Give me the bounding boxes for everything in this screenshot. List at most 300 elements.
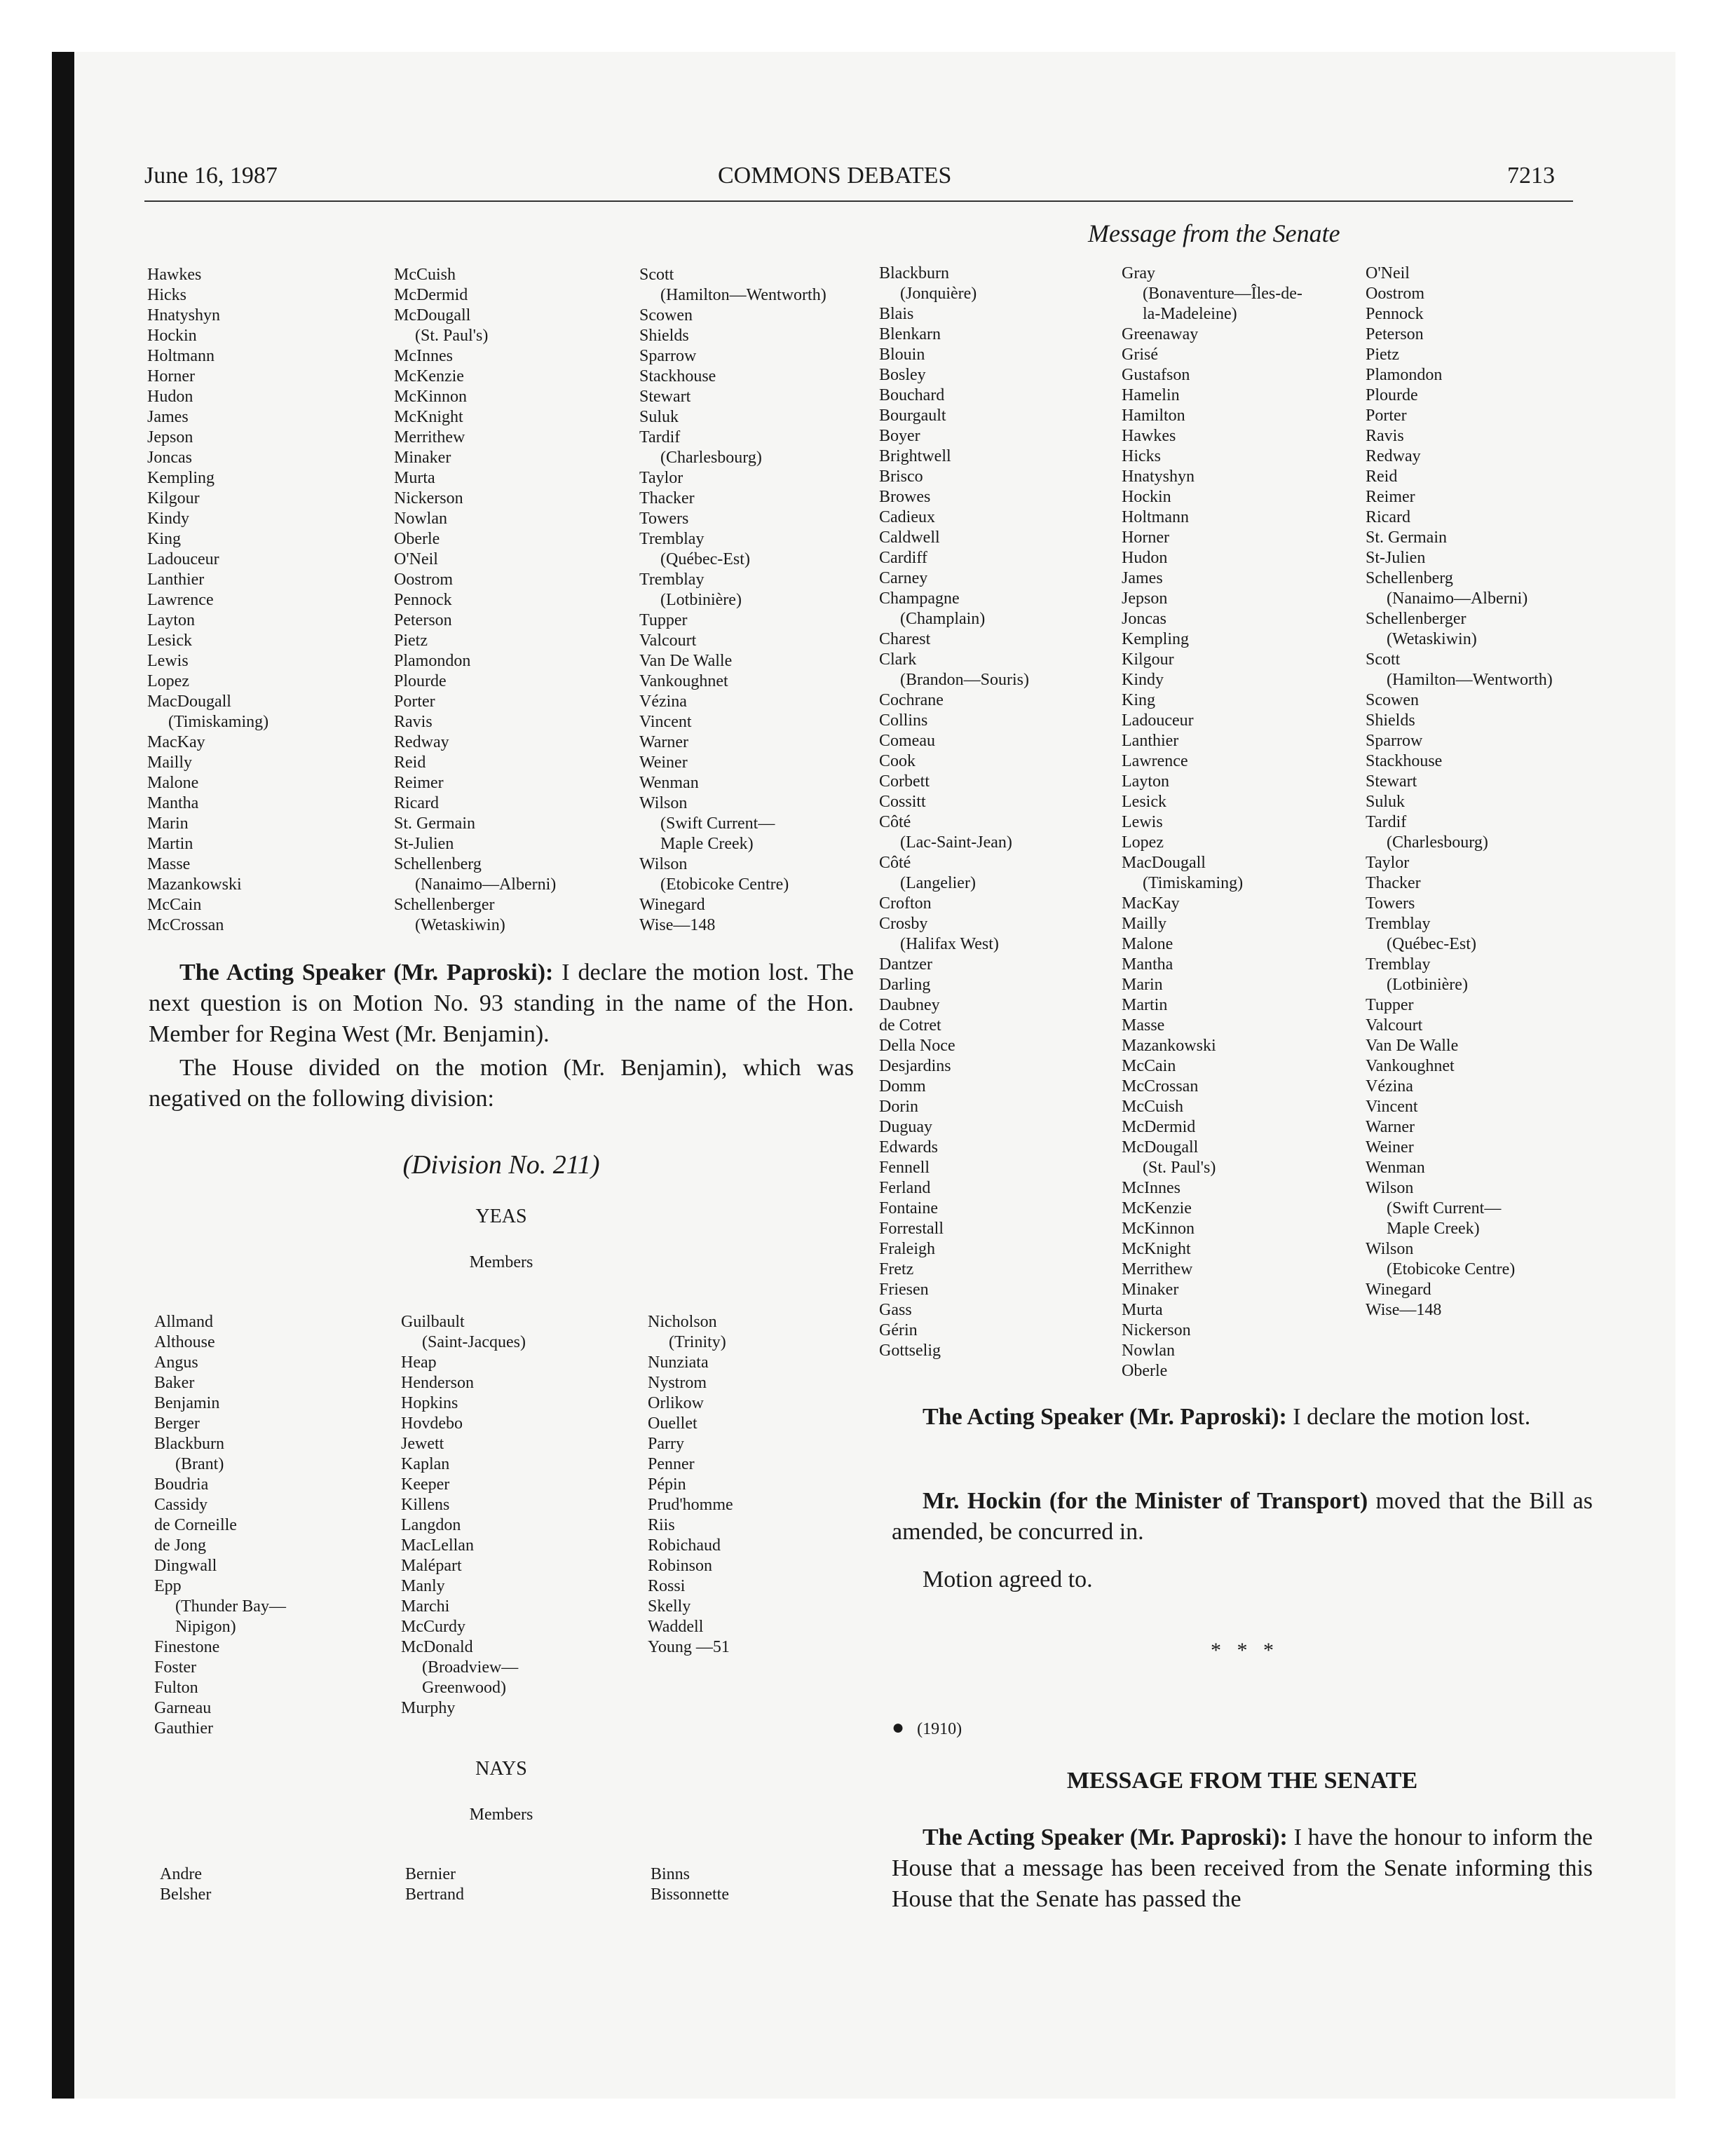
member-name: Heap [401, 1353, 437, 1372]
member-name: McCain [147, 896, 202, 914]
member-name: Andre [160, 1865, 202, 1883]
member-name: Shields [639, 327, 689, 345]
member-name: Lawrence [147, 591, 214, 609]
member-name: Hnatyshyn [1122, 468, 1195, 486]
member-name: Layton [147, 611, 195, 629]
member-name: Lewis [147, 652, 189, 670]
member-name: Towers [1366, 894, 1415, 913]
member-name: McInnes [394, 347, 453, 365]
member-name: Plamondon [1366, 366, 1443, 384]
member-name: Browes [879, 488, 931, 506]
member-name: Bernier [405, 1865, 456, 1883]
member-name: Della Noce [879, 1037, 955, 1055]
member-name: (Nanaimo—Alberni) [415, 875, 557, 894]
member-name: Minaker [394, 449, 451, 467]
member-name: Mailly [1122, 915, 1166, 933]
member-name: Brisco [879, 468, 923, 486]
member-name: Wenman [639, 774, 699, 792]
member-name: (Hamilton—Wentworth) [1387, 671, 1553, 689]
time-marker [892, 1716, 962, 1740]
member-name: Suluk [639, 408, 679, 426]
member-name: (Halifax West) [900, 935, 999, 953]
member-name: Ricard [1366, 508, 1410, 526]
member-name: Kindy [147, 510, 189, 528]
member-name: Caldwell [879, 528, 940, 547]
member-name: Garneau [154, 1699, 212, 1717]
member-name: O'Neil [1366, 264, 1410, 282]
member-name: Plourde [1366, 386, 1418, 404]
nays-list-column-3 [1366, 264, 1553, 1321]
member-name: (Trinity) [669, 1333, 726, 1351]
member-name: Greenwood) [422, 1679, 506, 1697]
member-name: Lopez [1122, 833, 1164, 852]
member-name: (Swift Current— [1387, 1199, 1502, 1217]
speaker-text: I have the honour to inform the House that a message has been received from the Senate informing this House that the Senate has passed the [892, 1824, 1593, 1912]
member-name: Tremblay [1366, 915, 1431, 933]
member-name: Redway [394, 733, 449, 751]
member-name: Manly [401, 1577, 445, 1595]
member-name: Thacker [1366, 874, 1421, 892]
member-name: Stackhouse [1366, 752, 1443, 770]
division-paragraph [149, 1053, 854, 1114]
member-name: Cochrane [879, 691, 944, 709]
member-name: Mr. Hockin (for the Minister of Transport) [923, 1488, 1368, 1514]
member-name: Bosley [879, 366, 926, 384]
yeas-list-column-1 [147, 265, 268, 936]
member-name: (Jonquière) [900, 285, 977, 303]
member-name: Vézina [1366, 1077, 1413, 1096]
header-page-number: 7213 [1507, 163, 1555, 189]
yeas-division-column-2 [401, 1312, 526, 1719]
member-name: Binns [651, 1865, 690, 1883]
member-name: (Thunder Bay— [175, 1597, 286, 1616]
member-name: (Wetaskiwin) [1387, 630, 1477, 648]
member-name: Lopez [147, 672, 189, 690]
member-name: Oostrom [394, 571, 453, 589]
member-name: Malone [1122, 935, 1173, 953]
member-name: Wilson [1366, 1240, 1414, 1258]
member-name: Carney [879, 569, 928, 587]
member-name: Young —51 [648, 1638, 730, 1656]
member-name: St. Germain [1366, 528, 1447, 547]
member-name: (Nanaimo—Alberni) [1387, 589, 1528, 608]
member-name: Foster [154, 1658, 196, 1677]
member-name: Martin [1122, 996, 1168, 1014]
member-name: de Corneille [154, 1516, 237, 1534]
member-name: Kilgour [1122, 650, 1174, 669]
member-name: (Charlesbourg) [660, 449, 762, 467]
member-name: Murta [394, 469, 435, 487]
member-name: Plamondon [394, 652, 471, 670]
speaker-text: I declare the motion lost. The next question is on Motion No. 93 standing in the name of the Hon. Member for Regina West (Mr. Benjamin). [149, 960, 854, 1047]
member-name: Tremblay [639, 530, 705, 548]
member-name: Riis [648, 1516, 675, 1534]
member-name: Blenkarn [879, 325, 941, 343]
member-name: (Québec-Est) [660, 550, 750, 568]
member-name: (Etobicoke Centre) [660, 875, 789, 894]
member-name: Holtmann [1122, 508, 1189, 526]
member-name: McDougall [1122, 1138, 1199, 1157]
member-name: Baker [154, 1374, 195, 1392]
member-name: Rossi [648, 1577, 686, 1595]
member-name: (Champlain) [900, 610, 986, 628]
member-name: Van De Walle [639, 652, 733, 670]
member-name: Hopkins [401, 1394, 458, 1412]
member-name: Bissonnette [651, 1885, 729, 1904]
member-name: Hudon [1122, 549, 1168, 567]
member-name: Joncas [147, 449, 192, 467]
member-name: Pennock [394, 591, 452, 609]
member-name: Pennock [1366, 305, 1424, 323]
member-name: Brightwell [879, 447, 951, 465]
member-name: Parry [648, 1435, 684, 1453]
member-name: McCuish [1122, 1098, 1184, 1116]
member-name: Blackburn [879, 264, 949, 282]
member-name: Friesen [879, 1281, 929, 1299]
member-name: Bertrand [405, 1885, 464, 1904]
member-name: (Etobicoke Centre) [1387, 1260, 1516, 1278]
section-break-asterisks: * * * [1211, 1639, 1274, 1662]
member-name: Cardiff [879, 549, 927, 567]
nays-list-column-2 [1122, 264, 1302, 1381]
yeas-list-column-3 [639, 265, 826, 936]
member-name: Holtmann [147, 347, 215, 365]
member-name: Wise—148 [639, 916, 716, 934]
motion-agreed-text: Motion agreed to. [923, 1567, 1093, 1592]
speaker-declaration-1 [149, 957, 854, 1050]
member-name: McKnight [394, 408, 463, 426]
division-text: The House divided on the motion (Mr. Benjamin), which was negatived on the following division: [149, 1055, 854, 1112]
division-title: (Division No. 211) [402, 1150, 600, 1180]
member-name: Weiner [1366, 1138, 1414, 1157]
member-name: McInnes [1122, 1179, 1181, 1197]
member-name: Porter [394, 692, 435, 711]
member-name: Gauthier [154, 1719, 213, 1738]
member-name: MacDougall [1122, 854, 1206, 872]
member-name: Hamelin [1122, 386, 1180, 404]
member-name: Robichaud [648, 1536, 721, 1555]
member-name: Angus [154, 1353, 198, 1372]
member-name: Gray [1122, 264, 1155, 282]
member-name: Domm [879, 1077, 926, 1096]
member-name: (Bonaventure—Îles-de- [1143, 285, 1302, 303]
member-name: Lesick [1122, 793, 1166, 811]
member-name: King [1122, 691, 1155, 709]
member-name: Tardif [1366, 813, 1407, 831]
member-name: Reid [394, 753, 426, 772]
member-name: de Cotret [879, 1016, 941, 1035]
member-name: (Saint-Jacques) [422, 1333, 526, 1351]
member-name: Orlikow [648, 1394, 704, 1412]
member-name: Lanthier [1122, 732, 1179, 750]
member-name: Vincent [1366, 1098, 1418, 1116]
member-name: Wilson [1366, 1179, 1414, 1197]
member-name: Masse [1122, 1016, 1165, 1035]
member-name: Horner [147, 367, 195, 386]
member-name: Scowen [639, 306, 693, 325]
member-name: (Lotbinière) [1387, 976, 1468, 994]
member-name: Taylor [1366, 854, 1410, 872]
scan-edge [52, 52, 74, 2099]
member-name: St-Julien [394, 835, 454, 853]
member-name: Vankoughnet [639, 672, 728, 690]
member-name: Berger [154, 1414, 200, 1433]
member-name: Nowlan [394, 510, 447, 528]
member-name: Hicks [147, 286, 186, 304]
member-name: McCurdy [401, 1618, 465, 1636]
member-name: Tupper [1366, 996, 1414, 1014]
member-name: Allmand [154, 1313, 213, 1331]
member-name: Althouse [154, 1333, 215, 1351]
member-name: Maple Creek) [660, 835, 754, 853]
member-name: McCrossan [147, 916, 224, 934]
member-name: Gérin [879, 1321, 918, 1339]
member-name: Hockin [147, 327, 197, 345]
member-name: McDermid [394, 286, 468, 304]
member-name: Mazankowski [147, 875, 242, 894]
member-name: McKenzie [1122, 1199, 1192, 1217]
member-name: Nystrom [648, 1374, 707, 1392]
member-name: Greenaway [1122, 325, 1199, 343]
member-name: Reimer [1366, 488, 1415, 506]
member-name: Hovdebo [401, 1414, 463, 1433]
member-name: Stackhouse [639, 367, 716, 386]
member-name: Cook [879, 752, 916, 770]
member-name: Boyer [879, 427, 920, 445]
member-name: (Timiskaming) [168, 713, 269, 731]
member-name: Bourgault [879, 407, 946, 425]
member-name: Côté [879, 813, 911, 831]
member-name: Ravis [394, 713, 433, 731]
member-name: Suluk [1366, 793, 1406, 811]
nays-column-1 [160, 1864, 211, 1905]
yeas-division-column-3 [648, 1312, 733, 1658]
member-name: MacLellan [401, 1536, 474, 1555]
member-name: Redway [1366, 447, 1421, 465]
member-name: Fontaine [879, 1199, 938, 1217]
running-head: Message from the Senate [1088, 219, 1340, 247]
member-name: Pietz [1366, 346, 1399, 364]
member-name: Nickerson [1122, 1321, 1191, 1339]
member-name: Reid [1366, 468, 1398, 486]
member-name: Oberle [394, 530, 440, 548]
member-name: Horner [1122, 528, 1169, 547]
member-name: Corbett [879, 772, 930, 791]
member-name: MacKay [1122, 894, 1180, 913]
member-name: Porter [1366, 407, 1407, 425]
member-name: Winegard [1366, 1281, 1431, 1299]
member-name: James [1122, 569, 1163, 587]
motion-text: moved that the Bill as amended, be concurred in. [892, 1488, 1593, 1545]
member-name: Jewett [401, 1435, 444, 1453]
member-name: Marin [1122, 976, 1163, 994]
member-name: (Swift Current— [660, 814, 775, 833]
member-name: Plourde [394, 672, 447, 690]
member-name: Hnatyshyn [147, 306, 220, 325]
member-name: Fraleigh [879, 1240, 935, 1258]
speaker-declaration-2 [892, 1402, 1593, 1433]
member-name: MacDougall [147, 692, 231, 711]
member-name: Oostrom [1366, 285, 1424, 303]
member-name: Nipigon) [175, 1618, 236, 1636]
member-name: Crosby [879, 915, 928, 933]
member-name: Kilgour [147, 489, 200, 507]
member-name: Wilson [639, 855, 688, 873]
member-name: Gass [879, 1301, 912, 1319]
member-name: Schellenberg [394, 855, 482, 873]
member-name: Henderson [401, 1374, 474, 1392]
member-name: McKnight [1122, 1240, 1191, 1258]
member-name: Mantha [147, 794, 199, 812]
speaker-name: The Acting Speaker (Mr. Paproski): [179, 960, 554, 985]
member-name: O'Neil [394, 550, 438, 568]
member-name: Bouchard [879, 386, 945, 404]
member-name: Duguay [879, 1118, 932, 1136]
member-name: McCain [1122, 1057, 1176, 1075]
member-name: Fulton [154, 1679, 198, 1697]
member-name: McKenzie [394, 367, 464, 386]
member-name: la-Madeleine) [1143, 305, 1237, 323]
speaker-name: The Acting Speaker (Mr. Paproski): [923, 1404, 1287, 1430]
member-name: (Lac-Saint-Jean) [900, 833, 1012, 852]
member-name: Pépin [648, 1475, 686, 1494]
member-name: Kaplan [401, 1455, 450, 1473]
member-name: Valcourt [639, 632, 697, 650]
member-name: Tremblay [1366, 955, 1431, 974]
member-name: Nickerson [394, 489, 463, 507]
member-name: Malone [147, 774, 199, 792]
member-name: McDonald [401, 1638, 473, 1656]
speaker-name: The Acting Speaker (Mr. Paproski): [923, 1824, 1288, 1850]
member-name: Ravis [1366, 427, 1404, 445]
member-name: (Brant) [175, 1455, 224, 1473]
member-name: (Charlesbourg) [1387, 833, 1488, 852]
nays-members-label: Members [469, 1806, 533, 1824]
member-name: Layton [1122, 772, 1169, 791]
member-name: Desjardins [879, 1057, 951, 1075]
member-name: Comeau [879, 732, 935, 750]
member-name: Tremblay [639, 571, 705, 589]
member-name: Wenman [1366, 1159, 1425, 1177]
member-name: Pietz [394, 632, 428, 650]
member-name: James [147, 408, 189, 426]
member-name: Fennell [879, 1159, 930, 1177]
time-marker-text: (1910) [917, 1720, 962, 1738]
member-name: Weiner [639, 753, 688, 772]
member-name: Van De Walle [1366, 1037, 1459, 1055]
member-name: Benjamin [154, 1394, 220, 1412]
member-name: King [147, 530, 181, 548]
member-name: Penner [648, 1455, 695, 1473]
nays-list-column-1 [879, 264, 1029, 1361]
header-rule [144, 200, 1573, 202]
nays-column-3 [651, 1864, 729, 1905]
member-name: Gustafson [1122, 366, 1190, 384]
member-name: Masse [147, 855, 191, 873]
member-name: Murphy [401, 1699, 456, 1717]
member-name: Killens [401, 1496, 450, 1514]
member-name: Collins [879, 711, 928, 730]
member-name: Merrithew [1122, 1260, 1193, 1278]
member-name: Ricard [394, 794, 439, 812]
member-name: Darling [879, 976, 931, 994]
member-name: Malépart [401, 1557, 462, 1575]
member-name: Vankoughnet [1366, 1057, 1455, 1075]
member-name: Wise—148 [1366, 1301, 1442, 1319]
member-name: Charest [879, 630, 931, 648]
member-name: Ladouceur [147, 550, 219, 568]
member-name: Blackburn [154, 1435, 224, 1453]
member-name: Murta [1122, 1301, 1163, 1319]
member-name: McKinnon [394, 388, 467, 406]
member-name: Stewart [1366, 772, 1417, 791]
member-name: McCrossan [1122, 1077, 1199, 1096]
member-name: Dantzer [879, 955, 932, 974]
motion-agreed [892, 1564, 1593, 1595]
member-name: Guilbault [401, 1313, 465, 1331]
member-name: Martin [147, 835, 193, 853]
nays-column-2 [405, 1864, 464, 1905]
hockin-motion [892, 1486, 1593, 1548]
member-name: Hamilton [1122, 407, 1185, 425]
member-name: Côté [879, 854, 911, 872]
member-name: Lawrence [1122, 752, 1188, 770]
member-name: Sparrow [639, 347, 697, 365]
member-name: Marin [147, 814, 189, 833]
member-name: Nicholson [648, 1313, 717, 1331]
member-name: Schellenberg [1366, 569, 1453, 587]
member-name: Schellenberger [394, 896, 495, 914]
member-name: Blouin [879, 346, 925, 364]
member-name: Champagne [879, 589, 960, 608]
member-name: Reimer [394, 774, 444, 792]
member-name: Ladouceur [1122, 711, 1194, 730]
member-name: Ouellet [648, 1414, 698, 1433]
member-name: McCuish [394, 266, 456, 284]
member-name: Wilson [639, 794, 688, 812]
member-name: Epp [154, 1577, 182, 1595]
member-name: (Québec-Est) [1387, 935, 1476, 953]
member-name: (Brandon—Souris) [900, 671, 1029, 689]
member-name: (Timiskaming) [1143, 874, 1244, 892]
member-name: Daubney [879, 996, 940, 1014]
member-name: (Wetaskiwin) [415, 916, 505, 934]
member-name: Towers [639, 510, 689, 528]
member-name: Ferland [879, 1179, 931, 1197]
member-name: Stewart [639, 388, 691, 406]
member-name: Hawkes [1122, 427, 1176, 445]
member-name: Maple Creek) [1387, 1220, 1480, 1238]
member-name: Cossitt [879, 793, 926, 811]
member-name: Mailly [147, 753, 192, 772]
member-name: Warner [639, 733, 689, 751]
speaker-text: I declare the motion lost. [1286, 1404, 1531, 1430]
member-name: (Hamilton—Wentworth) [660, 286, 826, 304]
bullet-icon: ● [892, 1716, 905, 1739]
member-name: Mantha [1122, 955, 1173, 974]
member-name: Hudon [147, 388, 193, 406]
member-name: Lewis [1122, 813, 1163, 831]
member-name: Cassidy [154, 1496, 208, 1514]
member-name: Vincent [639, 713, 692, 731]
member-name: Merrithew [394, 428, 465, 446]
member-name: de Jong [154, 1536, 206, 1555]
member-name: Cadieux [879, 508, 935, 526]
member-name: MacKay [147, 733, 205, 751]
member-name: Taylor [639, 469, 683, 487]
member-name: Kindy [1122, 671, 1164, 689]
member-name: Nunziata [648, 1353, 709, 1372]
